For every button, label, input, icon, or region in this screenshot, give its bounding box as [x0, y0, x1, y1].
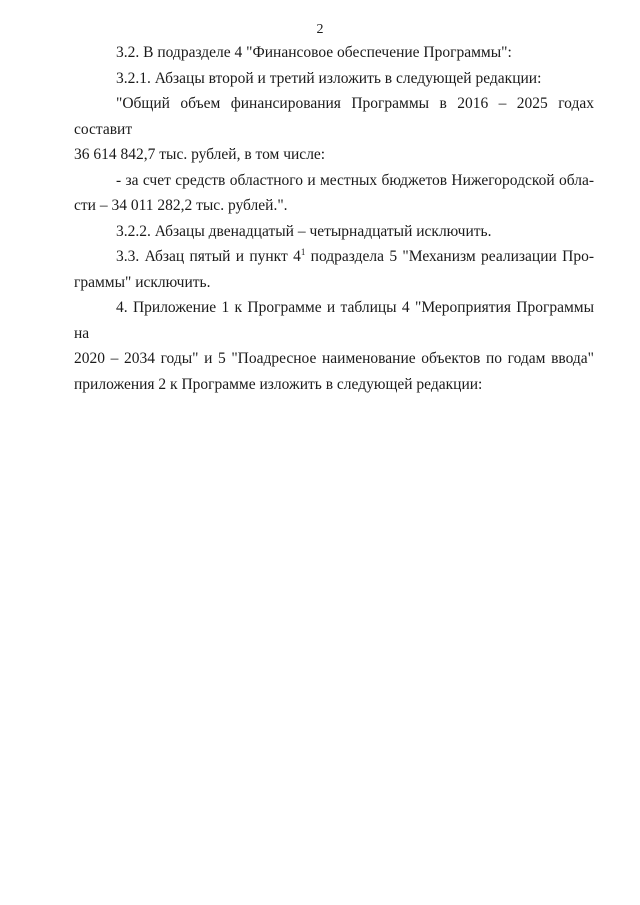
paragraph-line	[74, 244, 594, 270]
paragraph-line: граммы" исключить.	[74, 273, 211, 291]
page-number: 2	[316, 22, 324, 37]
paragraph-regional-budget	[74, 168, 594, 219]
paragraph-3-2: 3.2. В подразделе 4 "Финансовое обеспечение Программы":	[116, 44, 512, 61]
paragraph-line: 36 614 842,7 тыс. рублей, в том числе:	[74, 146, 326, 163]
superscript: 1	[300, 247, 306, 257]
paragraph-line: 2020 – 2034 годы" и 5 "Поадресное наименование объектов по годам ввода"	[74, 350, 594, 367]
paragraph-quote-funding-total	[74, 91, 594, 168]
paragraph-line: "Общий объем финансирования Программы в 2016 – 2025 годах составит	[74, 95, 594, 138]
paragraph-text: 3.3. Абзац пятый и пункт 4	[116, 248, 301, 265]
paragraph-3-2-2: 3.2.2. Абзацы двенадцатый – четырнадцатый исключить.	[116, 222, 492, 240]
paragraph-line: приложения 2 к Программе изложить в следующей редакции:	[74, 375, 483, 393]
paragraph-3-2-1: 3.2.1. Абзацы второй и третий изложить в следующей редакции:	[116, 69, 542, 87]
paragraph-4	[74, 295, 594, 397]
document-body	[74, 40, 594, 397]
paragraph-line: 4. Приложение 1 к Программе и таблицы 4 "Мероприятия Программы на	[74, 299, 594, 342]
paragraph-text: подраздела 5 "Механизм реализации Про-	[305, 248, 594, 265]
paragraph-3-3	[74, 244, 594, 295]
paragraph-line: сти – 34 011 282,2 тыс. рублей.".	[74, 197, 288, 214]
paragraph-line: - за счет средств областного и местных бюджетов Нижегородской обла-	[116, 171, 594, 189]
